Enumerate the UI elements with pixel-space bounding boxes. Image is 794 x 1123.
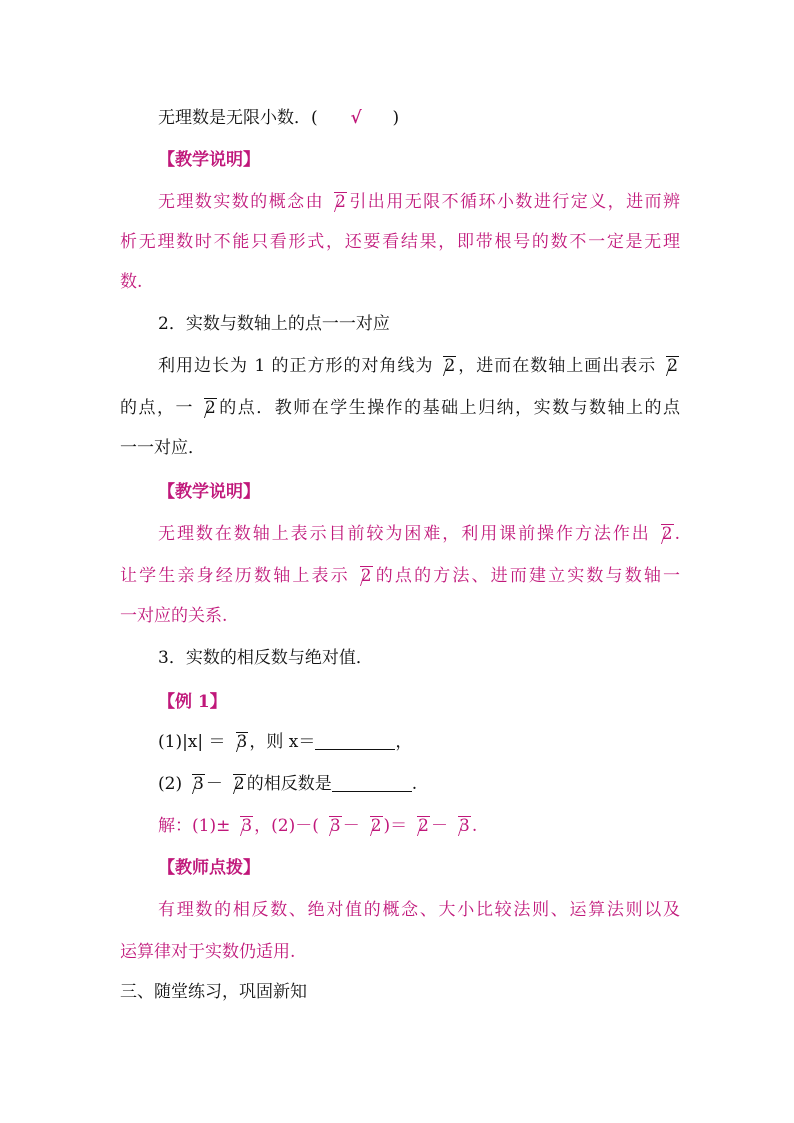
text-run: 解：(1)± [158,816,231,836]
section-heading-teacher-tip: 【教师点拨】 [158,858,260,878]
sqrt-symbol [231,816,253,836]
paragraph-line: 有理数的相反数、绝对值的概念、大小比较法则、运算法则以及 [158,900,680,920]
text-run: 利用边长为 1 的正方形的对角线为 [158,356,434,376]
text-run: 的点，一 [120,398,194,418]
answer-blank [315,731,395,750]
example-heading: 【例 1】 [158,692,227,712]
radicand: 3 [329,816,341,836]
paragraph-line: 一一对应． [120,438,205,458]
example-question-1 [158,724,680,760]
radicand: 2 [667,356,679,376]
section-heading-teaching-note-2: 【教学说明】 [158,482,260,502]
example-question-2 [158,766,680,802]
text-run: － [431,816,448,836]
paragraph-line [158,184,680,220]
sqrt-symbol [652,524,674,544]
paragraph-line: 析无理数时不能只看形式，还要看结果，即带根号的数不一定是无理 [120,232,680,252]
radicand: 3 [459,816,470,836]
text-run: . [471,816,478,836]
text-run: － [205,774,223,794]
paragraph-line [120,390,680,426]
text-run: 的相反数是 [246,774,332,794]
sqrt-symbol [195,398,217,418]
radicand: 2 [444,356,456,376]
text-run: 的点．教师在学生操作的基础上归纳，实数与数轴上的点 [217,398,680,418]
radicand: 2 [661,524,673,544]
text-run: ，则 x＝ [249,732,316,752]
sqrt-symbol [351,566,373,586]
sqrt-symbol [408,816,430,836]
text-run: ，(2)－( [254,816,319,836]
radicand: 2 [370,816,382,836]
example-solution [158,808,680,844]
section-heading-teaching-note-1: 【教学说明】 [158,150,260,170]
text-run: ， [395,732,413,752]
section-heading-practice: 三、随堂练习，巩固新知 [120,982,307,1002]
statement-paren: ) [392,108,400,128]
paragraph-line [158,348,680,384]
subsection-heading-3: 3．实数的相反数与绝对值． [158,648,373,668]
text-run: 的点的方法、进而建立实数与数轴一 [373,566,680,586]
radicand: 2 [204,398,216,418]
text-run: 让学生亲身经历数轴上表示 [120,566,350,586]
sqrt-symbol [657,356,679,376]
paragraph-line: 一对应的关系. [120,606,228,626]
radicand: 2 [360,566,372,586]
text-run: . [674,524,680,544]
paragraph-line [158,516,680,552]
text-run: 无理数在数轴上表示目前较为困难，利用课前操作方法作出 [158,524,651,544]
statement-line [158,100,680,136]
sqrt-symbol [449,816,471,836]
radicand: 3 [236,732,248,752]
paragraph-line: 运算律对于实数仍适用. [120,942,296,962]
radicand: 2 [335,192,346,212]
paragraph-line: 数. [120,272,143,292]
check-mark-icon: √ [350,108,362,128]
sqrt-symbol [227,732,249,752]
text-run: . [411,774,418,794]
text-run: (1)|x| ＝ [158,732,226,752]
text-run: ，进而在数轴上画出表示 [457,356,657,376]
radicand: 3 [241,816,253,836]
sqrt-symbol [361,816,383,836]
radicand: 2 [418,816,429,836]
text-run: － [342,816,360,836]
radicand: 3 [193,774,204,794]
sqrt-symbol [434,356,456,376]
statement-text: 无理数是无限小数．( [158,108,318,128]
text-run: 无理数实数的概念由 [158,192,325,212]
sqrt-symbol [325,192,347,212]
text-run: 引出用无限不循环小数进行定义，进而辨 [347,192,680,212]
sqrt-symbol [320,816,342,836]
text-run: )＝ [383,816,408,836]
radicand: 2 [233,774,245,794]
sqrt-symbol [224,774,246,794]
paragraph-line [120,558,680,594]
subsection-heading-2: 2．实数与数轴上的点一一对应 [158,314,390,334]
text-run: (2) [158,774,183,794]
answer-blank [332,773,412,792]
sqrt-symbol [183,774,205,794]
